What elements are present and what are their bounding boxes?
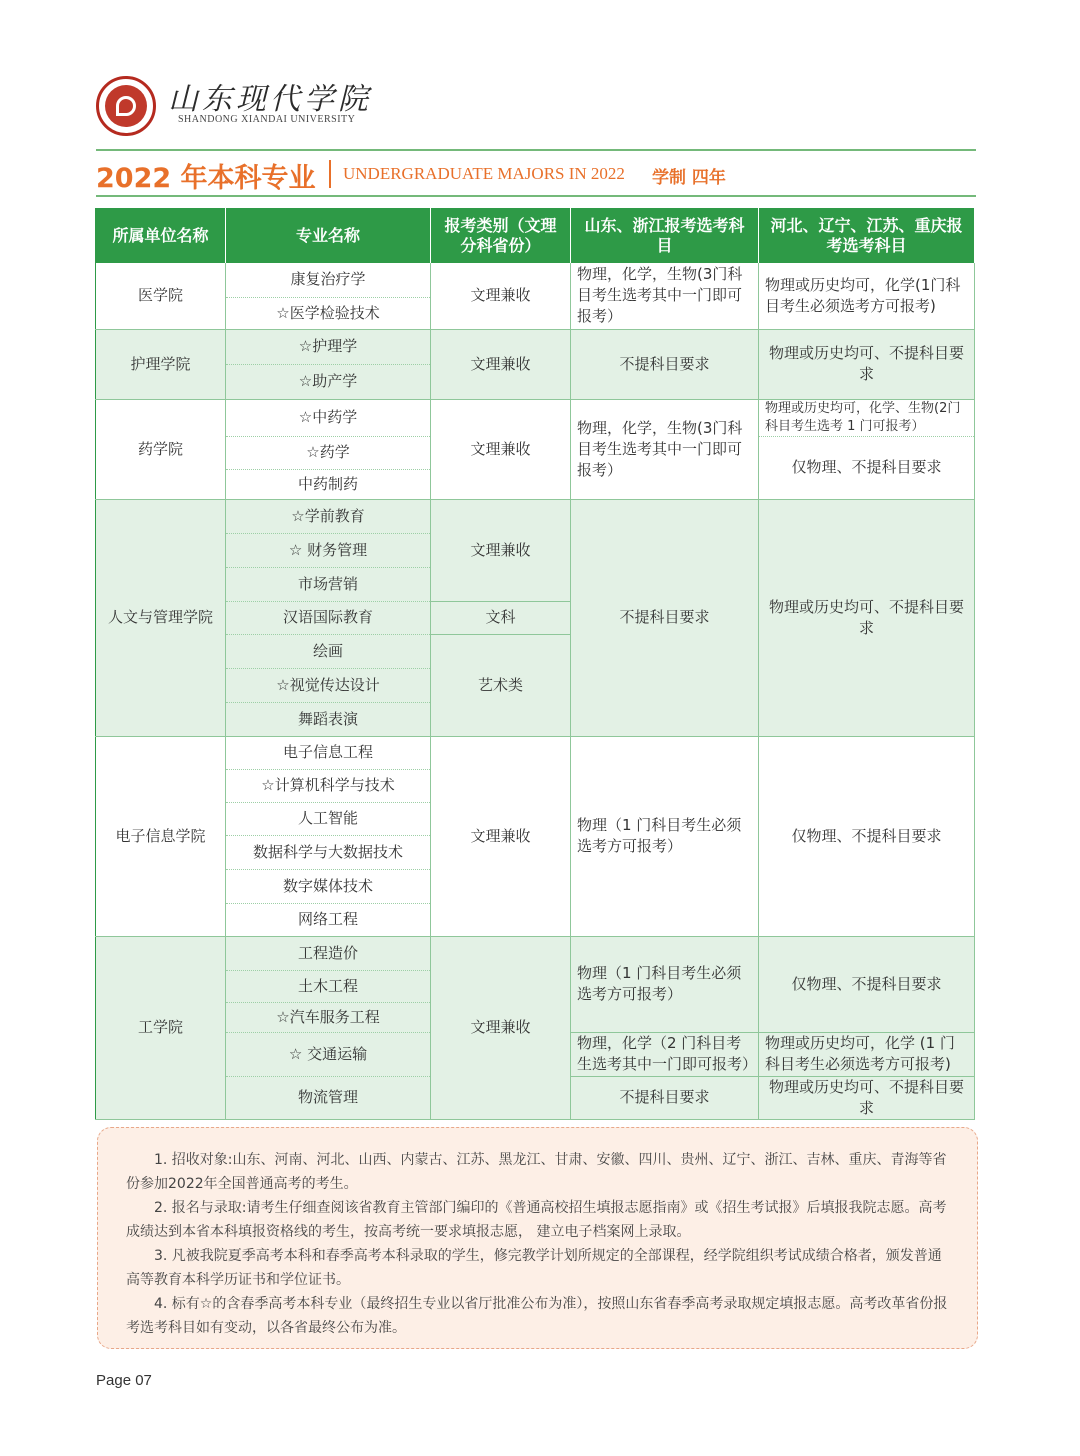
major-cell: 康复治疗学	[226, 263, 431, 297]
notes-box	[97, 1127, 978, 1349]
major-cell: ☆汽车服务工程	[226, 1002, 431, 1032]
majors-table	[95, 208, 975, 1120]
college-cell: 药学院	[96, 399, 226, 499]
hb-ln-js-cq-cell: 物理或历史均可，化学(1门科目考生必须选考方可报考)	[759, 263, 975, 329]
category-cell: 文理兼收	[431, 736, 571, 936]
page-number: Page 07	[96, 1372, 152, 1389]
sd-zj-cell: 物理，化学，生物(3门科目考生选考其中一门即可报考）	[571, 399, 759, 499]
hb-ln-js-cq-cell: 物理或历史均可、不提科目要求	[759, 499, 975, 736]
major-cell: ☆中药学	[226, 399, 431, 436]
table-row	[96, 329, 975, 364]
category-cell: 文科	[431, 601, 571, 634]
major-cell: ☆药学	[226, 436, 431, 469]
sd-zj-cell: 物理（1 门科目考生必须选考方可报考）	[571, 736, 759, 936]
university-name-cn: 山东现代学院	[168, 82, 372, 117]
category-cell: 艺术类	[431, 634, 571, 736]
hb-ln-js-cq-cell: 物理或历史均可、不提科目要求	[759, 329, 975, 399]
university-name-en: SHANDONG XIANDAI UNIVERSITY	[178, 114, 356, 125]
major-cell: 绘画	[226, 634, 431, 668]
note-item: 4. 标有☆的含春季高考本科专业（最终招生专业以省厅批准公布为准），按照山东省春季高考录取规定填报志愿。高考改革省份报考选考科目如有变动，以各省最终公布为准。	[126, 1296, 948, 1336]
major-cell: 工程造价	[226, 936, 431, 970]
major-cell: 电子信息工程	[226, 736, 431, 769]
sd-zj-cell: 不提科目要求	[571, 1076, 759, 1119]
major-cell: 市场营销	[226, 567, 431, 601]
major-cell: ☆学前教育	[226, 499, 431, 533]
hb-ln-js-cq-cell: 仅物理、不提科目要求	[759, 936, 975, 1032]
category-cell: 文理兼收	[431, 499, 571, 601]
major-cell: 物流管理	[226, 1076, 431, 1119]
major-cell: 数字媒体技术	[226, 869, 431, 903]
table-row	[96, 936, 975, 970]
major-cell: ☆医学检验技术	[226, 297, 431, 329]
header-college: 所属单位名称	[96, 209, 226, 264]
major-cell: 中药制药	[226, 469, 431, 499]
header-category: 报考类别（文理分科省份）	[431, 209, 571, 264]
header-rule-bottom	[96, 195, 976, 197]
hb-ln-js-cq-cell: 物理或历史均可、不提科目要求	[759, 1076, 975, 1119]
major-cell: 数据科学与大数据技术	[226, 835, 431, 869]
category-cell: 文理兼收	[431, 399, 571, 499]
major-cell: ☆计算机科学与技术	[226, 769, 431, 802]
note-item: 1. 招收对象:山东、河南、河北、山西、内蒙古、江苏、黑龙江、甘肃、安徽、四川、贵州、辽宁、浙江、吉林、重庆、青海等省份参加2022年全国普通高考的考生。	[126, 1152, 947, 1192]
major-cell: 汉语国际教育	[226, 601, 431, 634]
study-duration: 学制 四年	[652, 168, 726, 188]
note-item: 2. 报名与录取:请考生仔细查阅该省教育主管部门编印的《普通高校招生填报志愿指南》或《招生考试报》后填报我院志愿。高考成绩达到本省本科填报资格线的考生，按高考统一要求填报志愿， 建立电子档案网上录取。	[126, 1200, 947, 1240]
college-cell: 电子信息学院	[96, 736, 226, 936]
college-cell: 医学院	[96, 263, 226, 329]
hb-ln-js-cq-cell: 物理或历史均可，化学 (1 门科目考生必须选考方可报考)	[759, 1032, 975, 1076]
hb-ln-js-cq-cell: 仅物理、不提科目要求	[759, 436, 975, 499]
page-title: 2022 年本科专业	[96, 163, 316, 194]
college-cell: 人文与管理学院	[96, 499, 226, 736]
college-cell: 工学院	[96, 936, 226, 1119]
header-sd-zj: 山东、浙江报考选考科目	[571, 209, 759, 264]
sd-zj-cell: 不提科目要求	[571, 329, 759, 399]
category-cell: 文理兼收	[431, 936, 571, 1119]
category-cell: 文理兼收	[431, 329, 571, 399]
major-cell: 网络工程	[226, 903, 431, 936]
major-cell: 土木工程	[226, 970, 431, 1002]
page-title-en: UNDERGRADUATE MAJORS IN 2022	[343, 164, 625, 183]
major-cell: ☆ 交通运输	[226, 1032, 431, 1076]
major-cell: ☆助产学	[226, 364, 431, 399]
college-cell: 护理学院	[96, 329, 226, 399]
header-major: 专业名称	[226, 209, 431, 264]
sd-zj-cell: 物理（1 门科目考生必须选考方可报考）	[571, 936, 759, 1032]
hb-ln-js-cq-cell: 仅物理、不提科目要求	[759, 736, 975, 936]
header-rule-top	[96, 149, 976, 151]
university-logo	[96, 76, 156, 136]
major-cell: ☆护理学	[226, 329, 431, 364]
hb-ln-js-cq-cell: 物理或历史均可，化学、生物(2门科目考生选考 1 门可报考）	[759, 399, 975, 436]
major-cell: 人工智能	[226, 802, 431, 835]
title-separator	[329, 160, 331, 188]
sd-zj-cell: 不提科目要求	[571, 499, 759, 736]
note-item: 3. 凡被我院夏季高考本科和春季高考本科录取的学生，修完教学计划所规定的全部课程，经学院组织考试成绩合格者，颁发普通高等教育本科学历证书和学位证书。	[126, 1248, 942, 1288]
table-header-row	[96, 209, 975, 264]
table-row	[96, 499, 975, 533]
table-row	[96, 399, 975, 436]
major-cell: ☆视觉传达设计	[226, 668, 431, 702]
major-cell: ☆ 财务管理	[226, 533, 431, 567]
major-cell: 舞蹈表演	[226, 702, 431, 736]
table-row	[96, 736, 975, 769]
sd-zj-cell: 物理，化学，生物(3门科目考生选考其中一门即可报考）	[571, 263, 759, 329]
header-hb-ln-js-cq: 河北、辽宁、江苏、重庆报考选考科目	[759, 209, 975, 264]
category-cell: 文理兼收	[431, 263, 571, 329]
table-row	[96, 263, 975, 297]
sd-zj-cell: 物理，化学（2 门科目考生选考其中一门即可报考）	[571, 1032, 759, 1076]
